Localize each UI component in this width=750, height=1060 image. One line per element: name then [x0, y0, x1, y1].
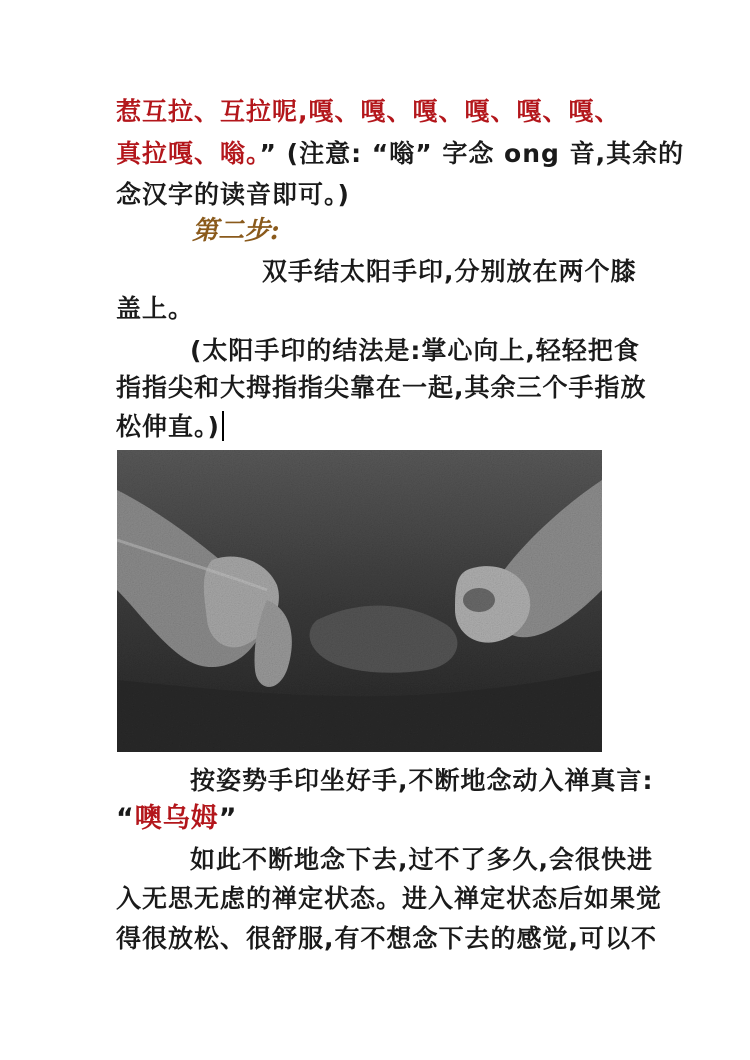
- mantra-line-2: [116, 137, 684, 171]
- explain-line-3-text: 松伸直。): [116, 412, 220, 441]
- paragraph-line-2: 入无思无虑的禅定状态。进入禅定状态后如果觉: [116, 884, 663, 913]
- mantra-2-line: [116, 802, 238, 836]
- mantra-2: 噢乌姆: [134, 803, 219, 834]
- note-line-3: 念汉字的读音即可。): [116, 180, 350, 209]
- mantra-2-open-quote: “: [116, 803, 135, 834]
- step-line-2: 盖上。: [116, 294, 195, 323]
- mantra-line-2-red: 真拉嘎、嗡。: [116, 139, 260, 168]
- step-line-1: 双手结太阳手印,分别放在两个膝: [262, 257, 637, 286]
- sun-mudra-photo: [117, 450, 602, 752]
- text-cursor: [222, 411, 224, 441]
- mantra-line-1: 惹互拉、互拉呢,嘎、嘎、嘎、嘎、嘎、嘎、: [116, 97, 621, 126]
- after-photo-line-1: 按姿势手印坐好手,不断地念动入禅真言:: [190, 766, 654, 795]
- mantra-2-close-quote: ”: [218, 803, 238, 834]
- paragraph-line-3: 得很放松、很舒服,有不想念下去的感觉,可以不: [116, 924, 657, 953]
- explain-line-1: (太阳手印的结法是:掌心向上,轻轻把食: [190, 336, 640, 365]
- step-heading: 第二步:: [192, 216, 280, 246]
- pronunciation-note: ” (注意: “嗡” 字念 ong 音,其余的: [259, 139, 685, 168]
- explain-line-3: [116, 410, 224, 444]
- explain-line-2: 指指尖和大拇指指尖靠在一起,其余三个手指放: [116, 373, 647, 402]
- paragraph-line-1: 如此不断地念下去,过不了多久,会很快进: [190, 845, 653, 874]
